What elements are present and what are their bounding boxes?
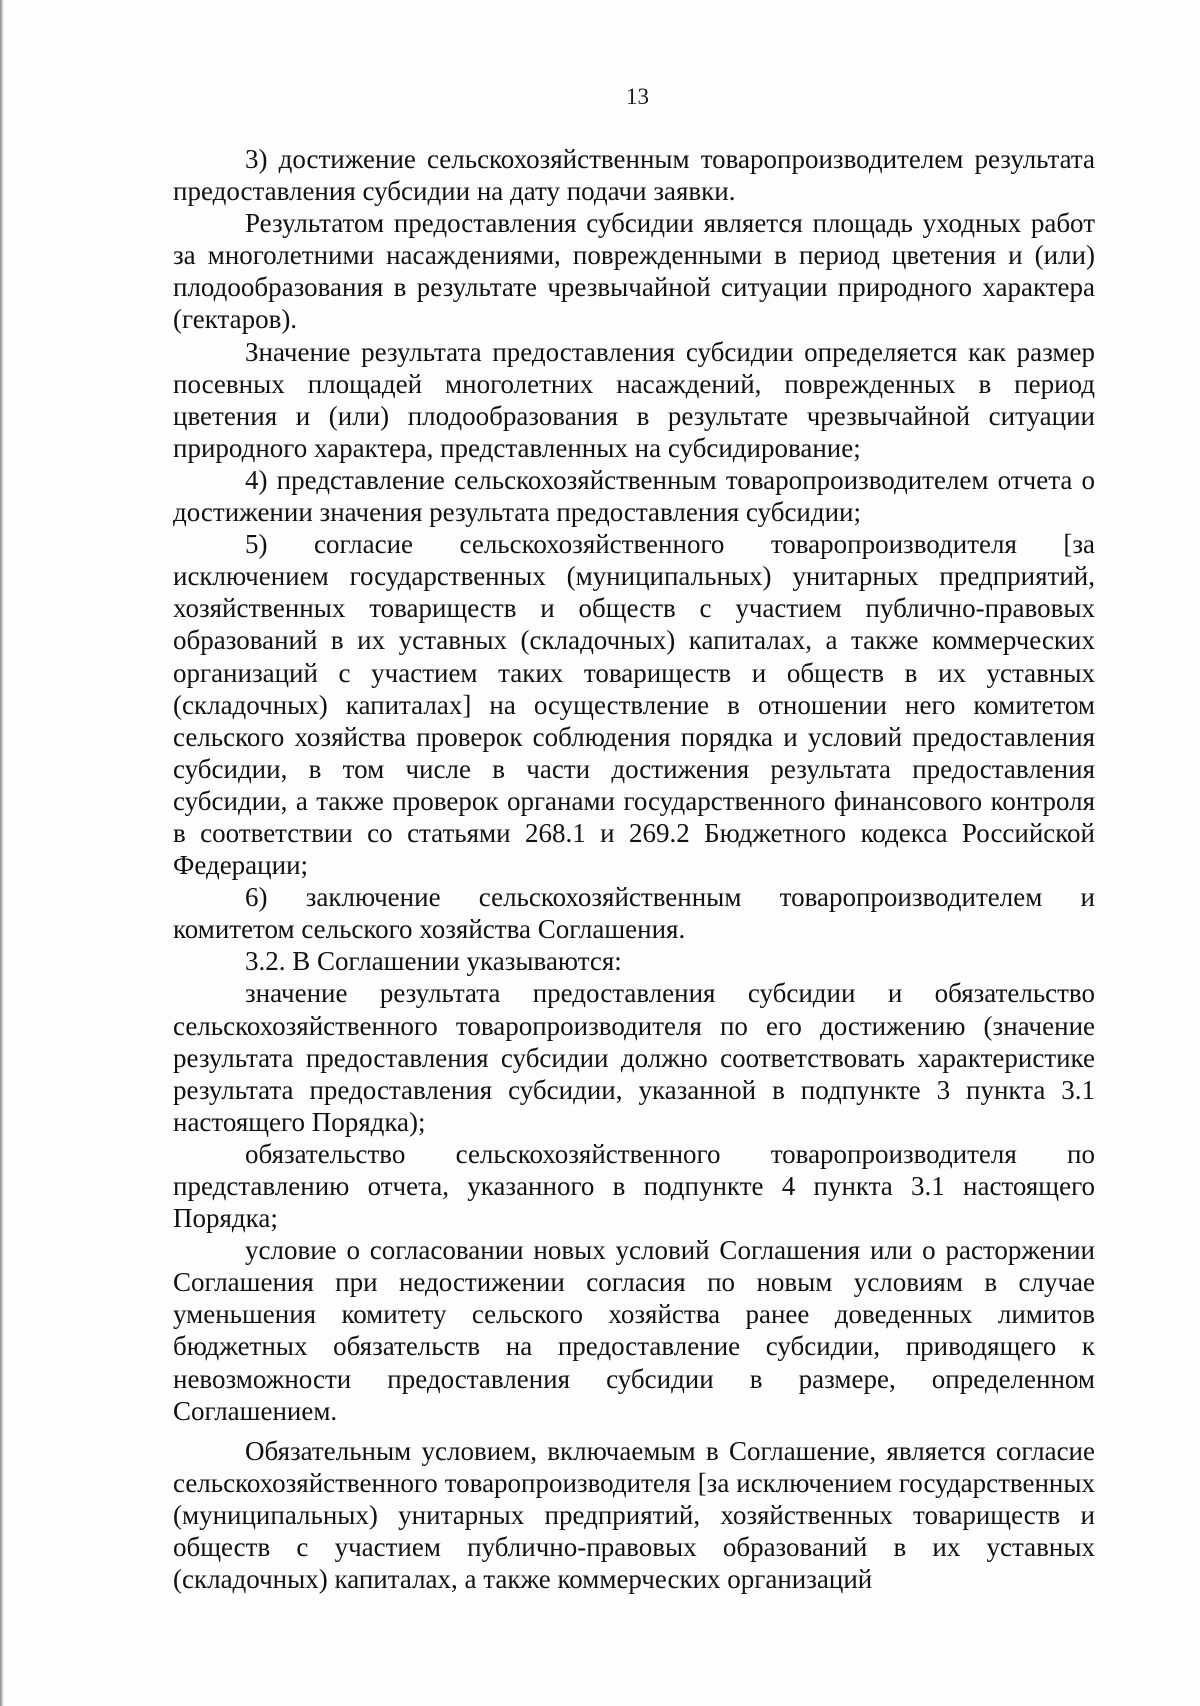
- paragraph-agreement-new-conditions: условие о согласовании новых условий Соглашения или о расторжении Соглашения при недостижении согласия по новым условиям в случае уменьшения комитету сельского хозяйства ранее доведенных лимитов бюджетных обязательств на предоставление субсидии, приводящего к невозможности предоставления субсидии в размере, определенном Соглашением.: [173, 1235, 1095, 1426]
- paragraph-result-definition: Результатом предоставления субсидии является площадь уходных работ за многолетними насаждениями, поврежденными в период цветения и (или) плодообразования в результате чрезвычайной ситуации природного характера (гектаров).: [173, 208, 1095, 335]
- document-body: [173, 143, 1095, 1595]
- paragraph-agreement-result-value: значение результата предоставления субсидии и обязательство сельскохозяйственного товаропроизводителя по его достижению (значение результата предоставления субсидии должно соответствовать характеристике результата предоставления субсидии, указанной в подпункте 3 пункта 3.1 настоящего Порядка);: [173, 978, 1095, 1137]
- paragraph-mandatory-condition: Обязательным условием, включаемым в Соглашение, является согласие сельскохозяйственного товаропроизводителя [за исключением государственных (муниципальных) унитарных предприятий, хозяйственных товариществ и обществ с участием публично-правовых образований в их уставных (складочных) капиталах, а также коммерческих организаций: [173, 1435, 1095, 1595]
- scan-left-edge: [0, 0, 4, 1706]
- paragraph-section-3-2: 3.2. В Соглашении указываются:: [245, 946, 622, 977]
- paragraph-result-value: Значение результата предоставления субсидии определяется как размер посевных площадей многолетних насаждений, поврежденных в период цветения и (или) плодообразования в результате чрезвычайной ситуации природного характера, представленных на субсидирование;: [173, 336, 1095, 463]
- paragraph-item-6: 6) заключение сельскохозяйственным товаропроизводителем и комитетом сельского хозяйства Соглашения.: [173, 882, 1095, 945]
- paragraph-item-3-conclusion: 3) достижение сельскохозяйственным товаропроизводителем результата предоставления субсидии на дату подачи заявки.: [173, 144, 1095, 207]
- paragraph-item-5: 5) согласие сельскохозяйственного товаропроизводителя [за исключением государственных (муниципальных) унитарных предприятий, хозяйственных товариществ и обществ с участием публично-правовых образований в их уставных (складочных) капиталах, а также коммерческих организаций с участием таких товариществ и обществ в их уставных (складочных) капиталах] на осуществление в отношении него комитетом сельского хозяйства проверок соблюдения порядка и условий предоставления субсидии, в том числе в части достижения результата предоставления субсидии, а также проверок органами государственного финансового контроля в соответствии со статьями 268.1 и 269.2 Бюджетного кодекса Российской Федерации;: [173, 529, 1095, 881]
- paragraph-agreement-report-obligation: обязательство сельскохозяйственного товаропроизводителя по представлению отчета, указанного в подпункте 4 пункта 3.1 настоящего Порядка;: [173, 1138, 1095, 1234]
- paragraph-item-4: 4) представление сельскохозяйственным товаропроизводителем отчета о достижении значения результата предоставления субсидии;: [173, 464, 1095, 528]
- page-number: 13: [626, 84, 649, 109]
